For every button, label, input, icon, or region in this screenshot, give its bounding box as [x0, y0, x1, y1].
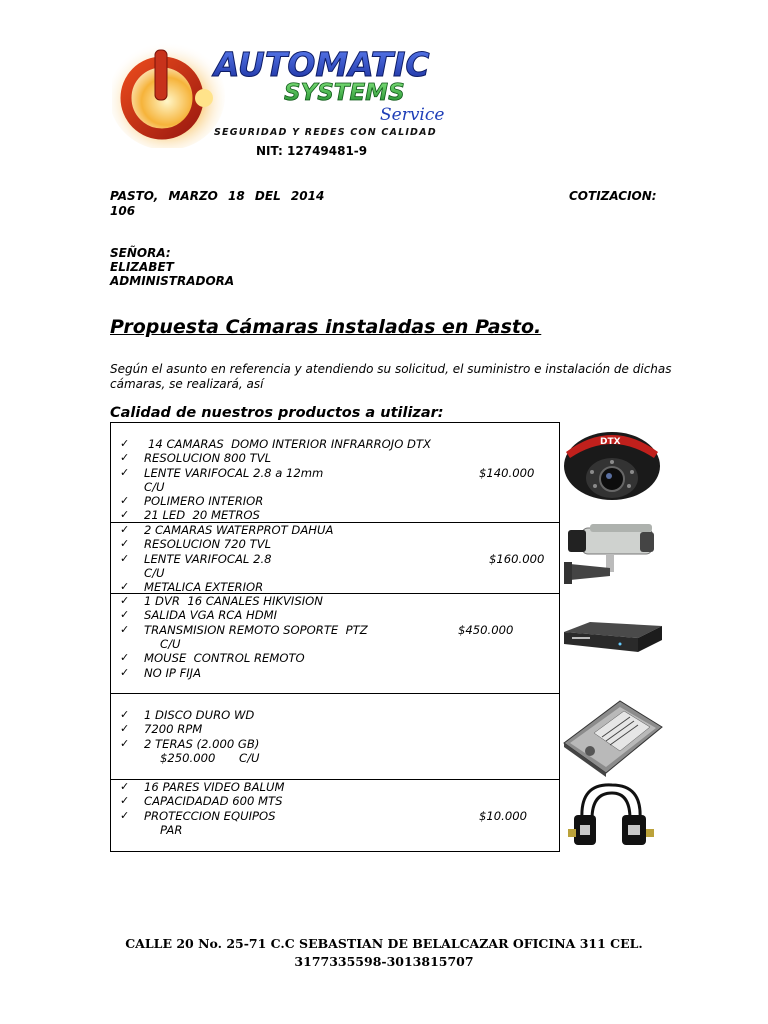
company-logo: [112, 36, 454, 148]
dome-camera-image: [560, 422, 664, 504]
hard-disk-image: [560, 693, 664, 779]
item-unit: C/U: [144, 566, 165, 580]
item-price: $250.000: [160, 751, 216, 765]
quality-heading: Calidad de nuestros productos a utilizar:: [110, 405, 444, 421]
item-row-video-balun: ✓ 16 PARES VIDEO BALUM ✓ CAPACIDADAD 600 MTS ✓ PROTECCION EQUIPOS $10.000 PAR: [110, 779, 559, 851]
item-row-hard-disk: ✓ 1 DISCO DURO WD ✓ 7200 RPM ✓ 2 TERAS (2.000 GB) $250.000 C/U: [110, 693, 559, 780]
checkmark-icon: ✓: [120, 651, 130, 664]
svg-text:DTX: DTX: [600, 437, 621, 447]
checkmark-icon: ✓: [120, 537, 130, 550]
checkmark-icon: ✓: [120, 437, 130, 450]
item-price: $450.000: [458, 623, 514, 637]
checkmark-icon: ✓: [120, 494, 130, 507]
checkmark-icon: ✓: [120, 666, 130, 679]
page-title: Propuesta Cámaras instaladas en Pasto.: [110, 316, 542, 338]
checkmark-icon: ✓: [120, 708, 130, 721]
item-row-dvr: ✓ 1 DVR 16 CANALES HIKVISION ✓ SALIDA VGA RCA HDMI ✓ TRANSMISION REMOTO SOPORTE PTZ $450.000 C/U ✓ MOUSE CONTROL REMOTO ✓ NO IP FIJA: [110, 593, 559, 694]
logo-word-automatic: AUTOMATIC: [214, 45, 430, 84]
items-table: [110, 422, 665, 852]
item-price: $160.000: [489, 552, 545, 566]
checkmark-icon: ✓: [120, 608, 130, 621]
recipient-block: [110, 246, 234, 288]
quote-number: 106: [110, 204, 136, 218]
checkmark-icon: ✓: [120, 809, 130, 822]
checkmark-icon: ✓: [120, 794, 130, 807]
quote-label: COTIZACION:: [569, 189, 657, 203]
logo-tagline: SEGURIDAD Y REDES CON CALIDAD: [214, 127, 437, 138]
checkmark-icon: ✓: [120, 594, 130, 607]
checkmark-icon: ✓: [120, 737, 130, 750]
checkmark-icon: ✓: [120, 722, 130, 735]
recipient-salutation: SEÑORA:: [110, 246, 171, 260]
item-unit: C/U: [239, 751, 260, 765]
dvr-image: [560, 610, 664, 666]
nit-number: NIT: 12749481-9: [256, 144, 368, 158]
footer-address: [0, 935, 768, 971]
bullet-camera-image: [560, 522, 664, 593]
intro-paragraph: Según el asunto en referencia y atendiendo su solicitud, el suministro e instalación de dichas cámaras, se realizará, así: [110, 362, 672, 391]
checkmark-icon: ✓: [120, 466, 130, 479]
item-row-dome-camera: ✓ 14 CAMARAS DOMO INTERIOR INFRARROJO DTX ✓ RESOLUCION 800 TVL ✓ LENTE VARIFOCAL 2.8 a 12mm $140.000 C/U ✓ POLIMERO INTERIOR ✓ 21 LED 20 METROS: [110, 422, 559, 523]
recipient-name: ELIZABET: [110, 260, 174, 274]
checkmark-icon: ✓: [120, 623, 130, 636]
checkmark-icon: ✓: [120, 780, 130, 793]
video-balun-image: [560, 779, 664, 850]
item-unit: PAR: [160, 823, 183, 837]
checkmark-icon: ✓: [120, 451, 130, 464]
checkmark-icon: ✓: [120, 508, 130, 521]
footer-line-address: CALLE 20 No. 25-71 C.C SEBASTIAN DE BELALCAZAR OFICINA 311 CEL.: [125, 936, 643, 951]
place-date: PASTO, MARZO 18 DEL 2014: [110, 189, 325, 203]
item-price: $140.000: [479, 466, 535, 480]
checkmark-icon: ✓: [120, 523, 130, 536]
item-row-bullet-camera: ✓ 2 CAMARAS WATERPROT DAHUA ✓ RESOLUCION 720 TVL ✓ LENTE VARIFOCAL 2.8 $160.000 C/U ✓ METALICA EXTERIOR: [110, 522, 559, 594]
recipient-role: ADMINISTRADORA: [110, 274, 235, 288]
logo-word-service: Service: [380, 105, 445, 125]
checkmark-icon: ✓: [120, 580, 130, 593]
checkmark-icon: ✓: [120, 552, 130, 565]
item-price: $10.000: [479, 809, 527, 823]
footer-line-phones: 3177335598-3013815707: [294, 954, 474, 969]
logo-word-systems: SYSTEMS: [284, 80, 405, 106]
item-unit: C/U: [144, 480, 165, 494]
item-unit: C/U: [160, 637, 181, 651]
